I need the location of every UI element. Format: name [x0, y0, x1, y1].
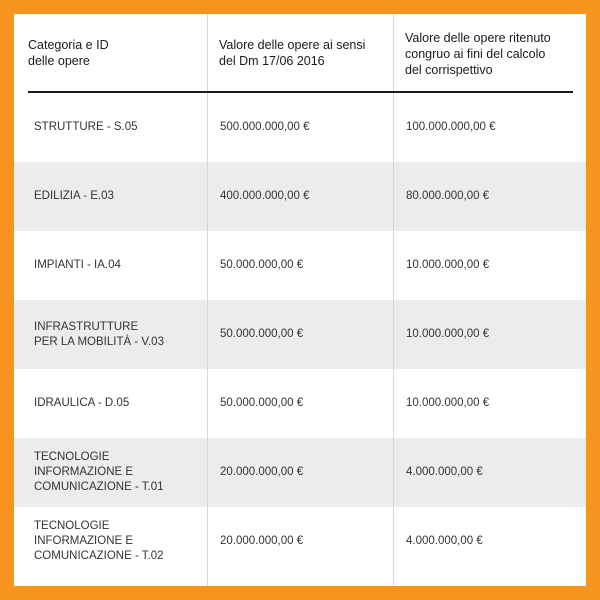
value-congruo-cell [393, 369, 586, 438]
table-row [14, 369, 586, 438]
category-text: STRUTTURE - S.05 [34, 121, 138, 133]
value-dm-cell [207, 231, 393, 300]
category-cell [34, 507, 206, 576]
category-cell [34, 369, 206, 438]
category-text: INFRASTRUTTURE PER LA MOBILITÀ - V.03 [34, 320, 164, 348]
value-dm-text: 50.000.000,00 € [220, 259, 304, 271]
header-divider-1 [207, 14, 208, 91]
table-body [14, 93, 586, 586]
table-row [14, 162, 586, 231]
category-cell [34, 300, 206, 369]
value-dm-text: 50.000.000,00 € [220, 328, 304, 340]
category-text: EDILIZIA - E.03 [34, 190, 114, 202]
value-dm-cell [207, 300, 393, 369]
category-cell [34, 438, 206, 507]
value-congruo-text: 80.000.000,00 € [406, 190, 490, 202]
value-congruo-cell [393, 93, 586, 162]
table-header [14, 14, 586, 92]
category-text: TECNOLOGIE INFORMAZIONE E COMUNICAZIONE - T.02 [34, 520, 164, 562]
table-row [14, 93, 586, 162]
table-row [14, 231, 586, 300]
value-congruo-text: 100.000.000,00 € [406, 121, 496, 133]
category-text: IDRAULICA - D.05 [34, 397, 130, 409]
table-row [14, 507, 586, 576]
value-congruo-cell [393, 438, 586, 507]
value-congruo-cell [393, 300, 586, 369]
column-divider-2 [393, 93, 394, 586]
header-value-dm [207, 14, 393, 92]
value-dm-text: 20.000.000,00 € [220, 466, 304, 478]
value-dm-cell [207, 369, 393, 438]
category-cell [34, 231, 206, 300]
value-congruo-text: 4.000.000,00 € [406, 466, 483, 478]
value-dm-text: 400.000.000,00 € [220, 190, 310, 202]
table-row [14, 438, 586, 507]
category-cell [34, 162, 206, 231]
header-category-label: Categoria e ID delle opere [28, 38, 109, 68]
header-value-congruo [393, 14, 586, 92]
value-dm-text: 500.000.000,00 € [220, 121, 310, 133]
value-congruo-text: 10.000.000,00 € [406, 397, 490, 409]
value-dm-cell [207, 438, 393, 507]
value-dm-cell [207, 93, 393, 162]
value-congruo-cell [393, 231, 586, 300]
value-congruo-cell [393, 162, 586, 231]
category-text: TECNOLOGIE INFORMAZIONE E COMUNICAZIONE - T.01 [34, 451, 164, 493]
value-dm-text: 50.000.000,00 € [220, 397, 304, 409]
value-congruo-text: 10.000.000,00 € [406, 328, 490, 340]
table-card [14, 14, 586, 586]
value-dm-cell [207, 507, 393, 576]
header-divider-2 [393, 14, 394, 91]
value-dm-text: 20.000.000,00 € [220, 535, 304, 547]
value-congruo-text: 4.000.000,00 € [406, 535, 483, 547]
category-cell [34, 93, 206, 162]
category-text: IMPIANTI - IA.04 [34, 259, 121, 271]
column-divider-1 [207, 93, 208, 586]
header-value-dm-label: Valore delle opere ai sensi del Dm 17/06 2016 [219, 38, 366, 68]
header-value-congruo-label: Valore delle opere ritenuto congruo ai fini del calcolo del corrispettivo [405, 31, 551, 77]
header-category [28, 14, 208, 92]
value-dm-cell [207, 162, 393, 231]
value-congruo-text: 10.000.000,00 € [406, 259, 490, 271]
value-congruo-cell [393, 507, 586, 576]
table-row [14, 300, 586, 369]
